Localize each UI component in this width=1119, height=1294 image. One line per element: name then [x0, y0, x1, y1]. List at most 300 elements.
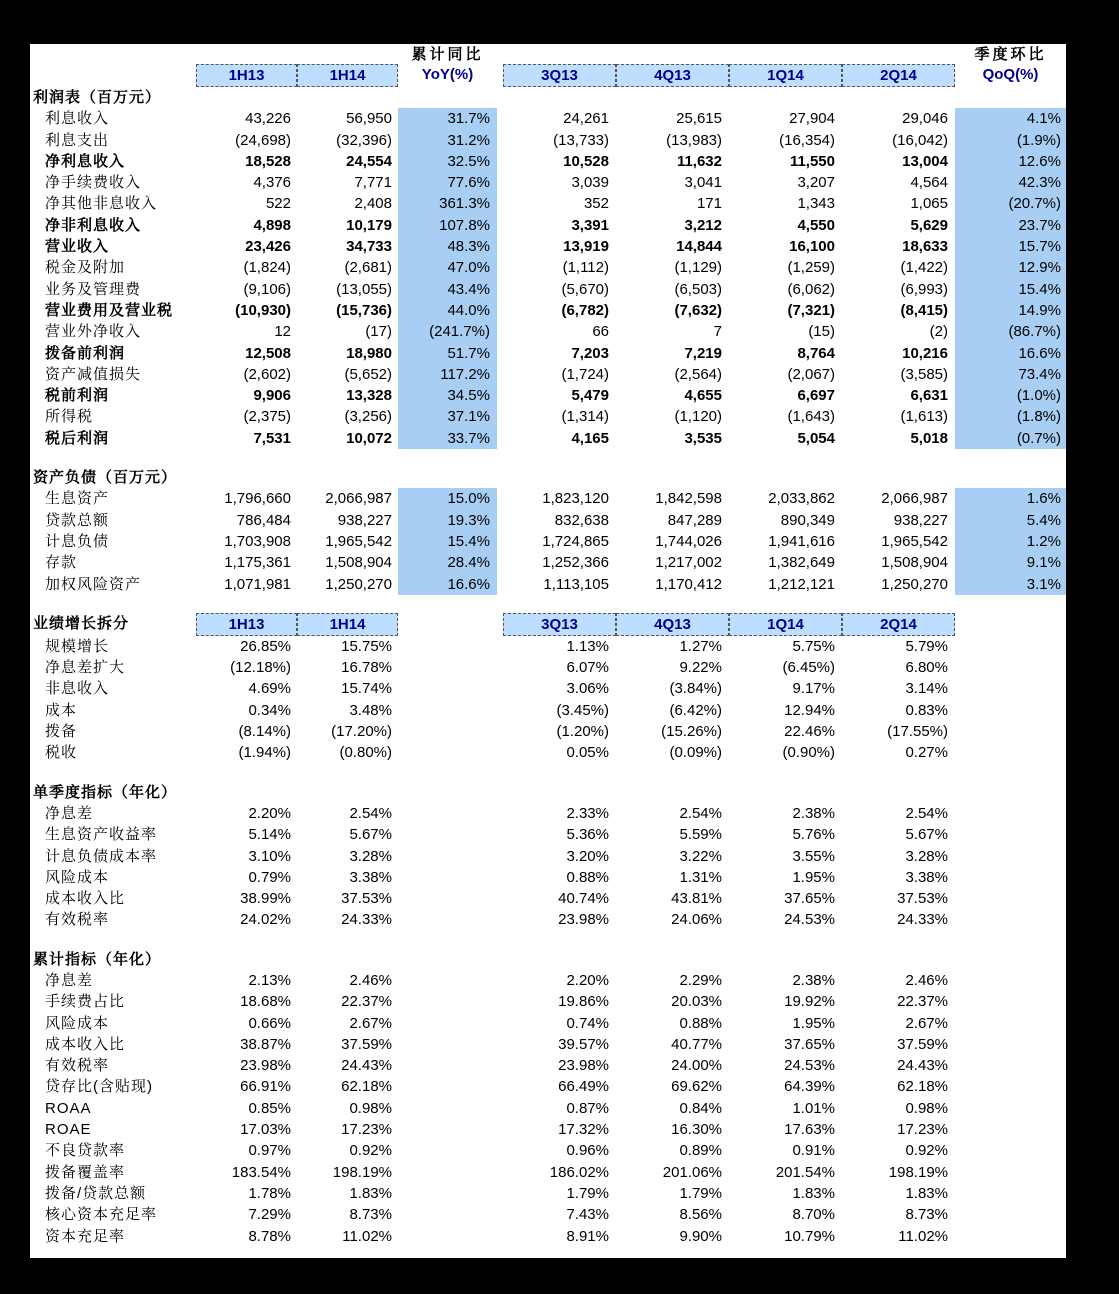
column-spacer [955, 613, 1066, 636]
group-header-spacer [616, 44, 729, 64]
cell-3q13: 5,479 [571, 387, 609, 405]
cell-4q13: 25,615 [676, 110, 722, 128]
cell-qoq [955, 803, 1066, 824]
cell-1h13: 18.68% [240, 993, 291, 1011]
cell-3q13: 10,528 [563, 152, 609, 170]
cell-4q13: 20.03% [671, 993, 722, 1011]
table-row [30, 510, 1066, 531]
cell-2q14: 10,216 [902, 344, 948, 362]
cell-1h14: 16.78% [341, 659, 392, 677]
col-header-1h14: 1H14 [297, 613, 398, 636]
section-title: 利润表（百万元） [33, 89, 162, 106]
cell-1q14: 2.38% [792, 804, 835, 822]
cell-1q14: 3.55% [792, 847, 835, 865]
cell-2q14: 1,508,904 [881, 554, 948, 572]
row-label: 拨备覆盖率 [45, 1163, 126, 1181]
cell-1q14: 0.91% [792, 1142, 835, 1160]
table-row [30, 531, 1066, 552]
cell-yoy [398, 888, 497, 909]
cell-3q13: 2.20% [566, 971, 609, 989]
cell-yoy: 43.4% [398, 279, 497, 300]
cell-2q14: (6,993) [900, 280, 948, 298]
cell-yoy [398, 1098, 497, 1119]
cell-1q14: 5,054 [797, 429, 835, 447]
cell-2q14: 24.33% [897, 911, 948, 929]
table-row [30, 406, 1066, 427]
cell-1h14: 5.67% [349, 826, 392, 844]
cell-qoq [955, 657, 1066, 678]
cell-4q13: 3,212 [684, 216, 722, 234]
cell-1h13: 66.91% [240, 1078, 291, 1096]
cell-1h13: 4.69% [248, 680, 291, 698]
cell-3q13: 17.32% [558, 1121, 609, 1139]
cell-yoy [398, 1204, 497, 1225]
cell-1q14: (15) [808, 323, 835, 341]
cell-qoq [955, 742, 1066, 763]
col-header-1h13: 1H13 [196, 613, 297, 636]
cell-1q14: 1.83% [792, 1184, 835, 1202]
cell-3q13: (3.45%) [556, 701, 609, 719]
cell-yoy: 47.0% [398, 257, 497, 278]
cell-1h13: 23.98% [240, 1057, 291, 1075]
row-label: 利息支出 [45, 131, 110, 149]
cell-4q13: 24.00% [671, 1057, 722, 1075]
cell-1h14: 37.59% [341, 1035, 392, 1053]
table-row [30, 1098, 1066, 1119]
table-row [30, 970, 1066, 991]
cell-1q14: 27,904 [789, 110, 835, 128]
section-header-row [30, 87, 1066, 108]
table-row [30, 867, 1066, 888]
cell-1h13: (1,824) [243, 259, 291, 277]
cell-3q13: 0.87% [566, 1099, 609, 1117]
cell-1h14: 56,950 [346, 110, 392, 128]
row-label: 净息差 [45, 971, 94, 989]
cell-2q14: 8.73% [905, 1206, 948, 1224]
cell-yoy: 31.7% [398, 108, 497, 129]
row-label: 不良贷款率 [45, 1142, 126, 1160]
cell-2q14: (1,613) [900, 408, 948, 426]
cell-1q14: (2,067) [787, 365, 835, 383]
row-label: 净息差 [45, 804, 94, 822]
cell-3q13: 13,919 [563, 238, 609, 256]
section-title: 业绩增长拆分 [33, 614, 130, 632]
cell-1h14: 24.33% [341, 911, 392, 929]
cell-2q14: (1,422) [900, 259, 948, 277]
cell-1h13: (10,930) [235, 301, 291, 319]
cell-3q13: 7.43% [566, 1206, 609, 1224]
cell-qoq [955, 1183, 1066, 1204]
row-label: ROAE [45, 1121, 92, 1139]
cell-2q14: 3.14% [905, 680, 948, 698]
cell-1h14: (17) [365, 323, 392, 341]
cell-1q14: 10.79% [784, 1227, 835, 1245]
row-label: 贷款总额 [45, 511, 110, 529]
cell-3q13: 352 [583, 195, 609, 213]
cell-1h14: 24,554 [346, 152, 392, 170]
row-label: 净利息收入 [45, 152, 126, 170]
cell-2q14: 2.54% [905, 804, 948, 822]
cell-2q14: 29,046 [902, 110, 948, 128]
cell-3q13: 6.07% [566, 659, 609, 677]
row-label: 生息资产 [45, 490, 110, 508]
cell-yoy [398, 678, 497, 699]
cell-1h13: 5.14% [248, 826, 291, 844]
cell-3q13: 3,391 [571, 216, 609, 234]
table-row [30, 343, 1066, 364]
table-row [30, 721, 1066, 742]
cell-4q13: 0.89% [679, 1142, 722, 1160]
row-label: 计息负债成本率 [45, 847, 158, 865]
cell-1h14: 2.46% [349, 971, 392, 989]
table-row [30, 488, 1066, 509]
cell-4q13: (7,632) [674, 301, 722, 319]
cell-yoy: 48.3% [398, 236, 497, 257]
row-label: 净息差扩大 [45, 659, 126, 677]
cell-2q14: 18,633 [902, 238, 948, 256]
cell-1q14: 1.95% [792, 1014, 835, 1032]
cell-1h13: 1.78% [248, 1184, 291, 1202]
cell-2q14: 3.38% [905, 868, 948, 886]
row-label: 资本充足率 [45, 1227, 126, 1245]
cell-4q13: (3.84%) [669, 680, 722, 698]
cell-1h13: 12 [274, 323, 291, 341]
cell-1q14: 19.92% [784, 993, 835, 1011]
cell-1h14: 1,250,270 [325, 575, 392, 593]
cell-qoq [955, 678, 1066, 699]
cell-3q13: 832,638 [554, 511, 609, 529]
cell-yoy [398, 991, 497, 1012]
cell-yoy [398, 1183, 497, 1204]
table-row [30, 1076, 1066, 1097]
cell-yoy [398, 909, 497, 930]
row-label: 风险成本 [45, 1014, 110, 1032]
cell-qoq: 16.6% [955, 343, 1066, 364]
cell-2q14: 3.28% [905, 847, 948, 865]
cell-yoy [398, 867, 497, 888]
cell-qoq [955, 867, 1066, 888]
cell-1h14: 13,328 [346, 387, 392, 405]
cell-4q13: 171 [696, 195, 722, 213]
cell-1h14: 34,733 [346, 238, 392, 256]
cell-1h13: 17.03% [240, 1121, 291, 1139]
cell-1h13: 1,703,908 [224, 532, 291, 550]
cell-1q14: 5.76% [792, 826, 835, 844]
table-row [30, 1183, 1066, 1204]
cell-3q13: 0.88% [566, 868, 609, 886]
cell-1h13: 1,071,981 [224, 575, 291, 593]
cell-yoy [398, 803, 497, 824]
cell-1h14: (2,681) [344, 259, 392, 277]
section-spacer [30, 595, 1066, 613]
cell-qoq [955, 721, 1066, 742]
group-header-spacer [842, 44, 955, 64]
cell-qoq [955, 700, 1066, 721]
cell-qoq [955, 824, 1066, 845]
cell-4q13: 43.81% [671, 890, 722, 908]
table-row [30, 1119, 1066, 1140]
table-row [30, 428, 1066, 449]
cell-yoy: 37.1% [398, 406, 497, 427]
row-label: 贷存比(含贴现) [45, 1078, 153, 1096]
cell-1h14: 198.19% [332, 1163, 392, 1181]
cell-yoy: 33.7% [398, 428, 497, 449]
row-label: 净其他非息收入 [45, 195, 158, 213]
cell-1h13: 0.66% [248, 1014, 291, 1032]
cell-3q13: 1,724,865 [542, 532, 609, 550]
cell-1h14: (0.80%) [339, 744, 392, 762]
cell-qoq [955, 1013, 1066, 1034]
cell-2q14: 2.67% [905, 1014, 948, 1032]
cell-1q14: 37.65% [784, 890, 835, 908]
cell-4q13: (1,129) [674, 259, 722, 277]
row-label: ROAA [45, 1099, 92, 1117]
cell-1h13: 183.54% [231, 1163, 291, 1181]
cell-1q14: 24.53% [784, 1057, 835, 1075]
table-row [30, 657, 1066, 678]
table-row [30, 1055, 1066, 1076]
table-row [30, 742, 1066, 763]
table-row [30, 1013, 1066, 1034]
cell-2q14: 62.18% [897, 1078, 948, 1096]
cell-1q14: 1.95% [792, 868, 835, 886]
table-row [30, 888, 1066, 909]
cell-yoy: 15.0% [398, 488, 497, 509]
col-header-qoq: QoQ(%) [982, 66, 1039, 83]
cell-qoq: 12.9% [955, 257, 1066, 278]
cell-qoq: 3.1% [955, 574, 1066, 595]
cell-1q14: 1,212,121 [768, 575, 835, 593]
cell-3q13: (1.20%) [556, 723, 609, 741]
cell-1h13: (24,698) [235, 131, 291, 149]
cell-1h13: 24.02% [240, 911, 291, 929]
cell-yoy: 117.2% [398, 364, 497, 385]
cell-4q13: 24.06% [671, 911, 722, 929]
cell-1h14: 2.67% [349, 1014, 392, 1032]
cell-1h14: 1,508,904 [325, 554, 392, 572]
cell-4q13: 14,844 [676, 238, 722, 256]
cell-1h14: 1.83% [349, 1184, 392, 1202]
cell-2q14: 5.67% [905, 826, 948, 844]
cell-4q13: 5.59% [679, 826, 722, 844]
section-title: 累计指标（年化） [33, 950, 162, 968]
cell-4q13: 847,289 [667, 511, 722, 529]
group-header-spacer [30, 44, 196, 64]
row-label: 风险成本 [45, 868, 110, 886]
cell-1h14: (15,736) [336, 301, 392, 319]
cell-1q14: 1,941,616 [768, 532, 835, 550]
cell-qoq [955, 1119, 1066, 1140]
cell-qoq: 73.4% [955, 364, 1066, 385]
cell-yoy: (241.7%) [398, 321, 497, 342]
row-label: 营业费用及营业税 [45, 301, 174, 319]
row-label: 拨备 [45, 723, 78, 741]
cell-4q13: (1,120) [674, 408, 722, 426]
cell-2q14: 13,004 [902, 152, 948, 170]
cell-3q13: 1.13% [566, 637, 609, 655]
cell-yoy [398, 846, 497, 867]
cell-3q13: 3.20% [566, 847, 609, 865]
cell-yoy [398, 1013, 497, 1034]
cell-1h13: 1,175,361 [224, 554, 291, 572]
table-row [30, 279, 1066, 300]
cell-1h13: 12,508 [245, 344, 291, 362]
cell-1q14: 16,100 [789, 238, 835, 256]
table-row [30, 300, 1066, 321]
row-label: 手续费占比 [45, 993, 126, 1011]
cell-1h13: (12.18%) [230, 659, 291, 677]
row-label: 营业外净收入 [45, 323, 142, 341]
cell-1q14: 4,550 [797, 216, 835, 234]
cell-4q13: 3,041 [684, 174, 722, 192]
section-header-row [30, 949, 1066, 970]
cell-2q14: 198.19% [888, 1163, 948, 1181]
cell-1h13: 4,898 [253, 216, 291, 234]
cell-4q13: (0.09%) [669, 744, 722, 762]
cell-1h14: 15.75% [341, 637, 392, 655]
cell-qoq: 5.4% [955, 510, 1066, 531]
table-row [30, 552, 1066, 573]
cell-yoy [398, 636, 497, 657]
cell-3q13: 7,203 [571, 344, 609, 362]
table-row [30, 130, 1066, 151]
cell-4q13: (13,983) [666, 131, 722, 149]
cell-1h13: (1.94%) [238, 744, 291, 762]
cell-qoq: 4.1% [955, 108, 1066, 129]
cell-yoy [398, 1055, 497, 1076]
col-header-1q14: 1Q14 [729, 613, 842, 636]
table-row [30, 364, 1066, 385]
cell-4q13: 7 [713, 323, 722, 341]
table-row [30, 909, 1066, 930]
cell-2q14: (17.55%) [887, 723, 948, 741]
cell-qoq: (20.7%) [955, 193, 1066, 214]
yoy-group-label: 累计同比 [411, 46, 484, 63]
cell-4q13: (6.42%) [669, 701, 722, 719]
table-row [30, 1034, 1066, 1055]
qoq-group-label: 季度环比 [974, 46, 1047, 63]
cell-3q13: 186.02% [549, 1163, 609, 1181]
cell-1q14: 890,349 [780, 511, 835, 529]
table-row [30, 1204, 1066, 1225]
col-header-3q13: 3Q13 [503, 613, 616, 636]
cell-4q13: 3.22% [679, 847, 722, 865]
row-label: 规模增长 [45, 637, 110, 655]
cell-3q13: 39.57% [558, 1035, 609, 1053]
table-row [30, 803, 1066, 824]
cell-3q13: (13,733) [553, 131, 609, 149]
cell-qoq [955, 1055, 1066, 1076]
table-body [30, 87, 1066, 1247]
cell-4q13: 0.84% [679, 1099, 722, 1117]
cell-3q13: 2.33% [566, 804, 609, 822]
row-label: 税收 [45, 744, 78, 762]
cell-1h13: 1,796,660 [224, 490, 291, 508]
cell-2q14: 5,018 [910, 429, 948, 447]
cell-4q13: 11,632 [676, 152, 722, 170]
cell-2q14: 5,629 [910, 216, 948, 234]
table-row [30, 846, 1066, 867]
cell-qoq [955, 991, 1066, 1012]
cell-yoy [398, 1140, 497, 1161]
cell-1h14: 22.37% [341, 993, 392, 1011]
cell-1q14: 22.46% [784, 723, 835, 741]
cell-2q14: (8,415) [900, 301, 948, 319]
cell-yoy: 34.5% [398, 385, 497, 406]
cell-3q13: 23.98% [558, 1057, 609, 1075]
cell-yoy: 16.6% [398, 574, 497, 595]
table-row [30, 1162, 1066, 1183]
cell-yoy: 107.8% [398, 215, 497, 236]
cell-1h14: 3.38% [349, 868, 392, 886]
section-spacer [30, 931, 1066, 949]
cell-1h13: 9,906 [253, 387, 291, 405]
col-header-4q13: 4Q13 [616, 613, 729, 636]
cell-qoq: 12.6% [955, 151, 1066, 172]
cell-qoq [955, 636, 1066, 657]
cell-yoy: 44.0% [398, 300, 497, 321]
cell-2q14: 11.02% [898, 1227, 948, 1245]
cell-1h13: 8.78% [248, 1227, 291, 1245]
cell-3q13: 1,113,105 [543, 575, 609, 593]
cell-qoq: (0.7%) [955, 428, 1066, 449]
row-label: 业务及管理费 [45, 280, 142, 298]
cell-1q14: (0.90%) [782, 744, 835, 762]
cell-3q13: 40.74% [558, 890, 609, 908]
cell-1q14: 12.94% [784, 701, 835, 719]
cell-yoy [398, 1162, 497, 1183]
col-header-4q13: 4Q13 [616, 64, 729, 87]
cell-4q13: 7,219 [684, 344, 722, 362]
cell-qoq: 23.7% [955, 215, 1066, 236]
cell-1q14: (1,259) [787, 259, 835, 277]
cell-1h13: 0.79% [248, 868, 291, 886]
cell-2q14: 5.79% [905, 637, 948, 655]
table-row [30, 236, 1066, 257]
cell-yoy: 15.4% [398, 531, 497, 552]
cell-3q13: (1,724) [561, 365, 609, 383]
cell-1q14: 11,550 [789, 152, 835, 170]
cell-2q14: 2,066,987 [881, 490, 948, 508]
cell-1h14: 2,066,987 [325, 490, 392, 508]
cell-1h14: (3,256) [344, 408, 392, 426]
cell-4q13: 1,744,026 [655, 532, 722, 550]
cell-yoy: 77.6% [398, 172, 497, 193]
row-label: 税前利润 [45, 387, 110, 405]
cell-1h13: 4,376 [253, 174, 291, 192]
cell-2q14: 1.83% [905, 1184, 948, 1202]
cell-3q13: 23.98% [558, 911, 609, 929]
cell-4q13: 3,535 [684, 429, 722, 447]
cell-1h14: 10,179 [346, 216, 392, 234]
cell-1h14: 37.53% [341, 890, 392, 908]
cell-1h13: (8.14%) [238, 723, 291, 741]
table-row [30, 678, 1066, 699]
cell-2q14: (3,585) [900, 365, 948, 383]
cell-yoy [398, 1119, 497, 1140]
row-label: 成本收入比 [45, 890, 126, 908]
row-label: 成本收入比 [45, 1035, 126, 1053]
cell-yoy: 31.2% [398, 130, 497, 151]
column-header-row [30, 64, 1066, 87]
cell-3q13: 0.74% [566, 1014, 609, 1032]
col-header-2q14: 2Q14 [842, 64, 955, 87]
table-row [30, 700, 1066, 721]
cell-2q14: 37.53% [897, 890, 948, 908]
cell-1h13: 7.29% [248, 1206, 291, 1224]
cell-1q14: (6.45%) [782, 659, 835, 677]
cell-3q13: 1,252,366 [542, 554, 609, 572]
